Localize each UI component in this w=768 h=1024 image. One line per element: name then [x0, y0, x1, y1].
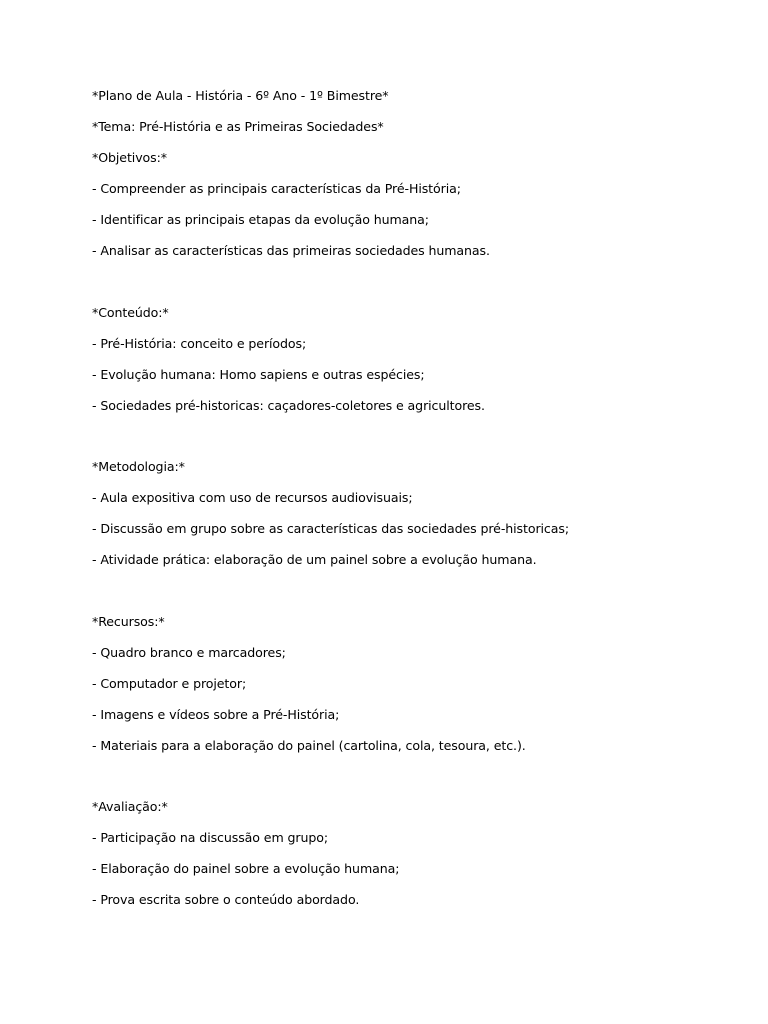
objective-item: - Compreender as principais características da Pré-História; [92, 181, 461, 196]
methodology-item: - Aula expositiva com uso de recursos audiovisuais; [92, 490, 413, 505]
resource-item: - Quadro branco e marcadores; [92, 645, 286, 660]
resource-item: - Computador e projetor; [92, 676, 247, 691]
resources-heading: *Recursos:* [92, 614, 165, 629]
methodology-heading: *Metodologia:* [92, 459, 185, 474]
evaluation-item: - Prova escrita sobre o conteúdo abordado. [92, 892, 360, 907]
content-heading: *Conteúdo:* [92, 305, 169, 320]
evaluation-item: - Participação na discussão em grupo; [92, 830, 329, 845]
document-page [92, 0, 712, 1024]
resource-item: - Materiais para a elaboração do painel (cartolina, cola, tesoura, etc.). [92, 738, 526, 753]
theme-line: *Tema: Pré-História e as Primeiras Sociedades* [92, 119, 384, 134]
content-item: - Evolução humana: Homo sapiens e outras espécies; [92, 367, 425, 382]
objective-item: - Analisar as características das primeiras sociedades humanas. [92, 243, 490, 258]
evaluation-heading: *Avaliação:* [92, 799, 168, 814]
methodology-item: - Atividade prática: elaboração de um painel sobre a evolução humana. [92, 552, 537, 567]
content-item: - Pré-História: conceito e períodos; [92, 336, 307, 351]
document-title: *Plano de Aula - História - 6º Ano - 1º Bimestre* [92, 88, 389, 103]
evaluation-item: - Elaboração do painel sobre a evolução humana; [92, 861, 400, 876]
resource-item: - Imagens e vídeos sobre a Pré-História; [92, 707, 340, 722]
objective-item: - Identificar as principais etapas da evolução humana; [92, 212, 429, 227]
methodology-item: - Discussão em grupo sobre as características das sociedades pré-historicas; [92, 521, 569, 536]
content-item: - Sociedades pré-historicas: caçadores-coletores e agricultores. [92, 398, 485, 413]
objectives-heading: *Objetivos:* [92, 150, 167, 165]
